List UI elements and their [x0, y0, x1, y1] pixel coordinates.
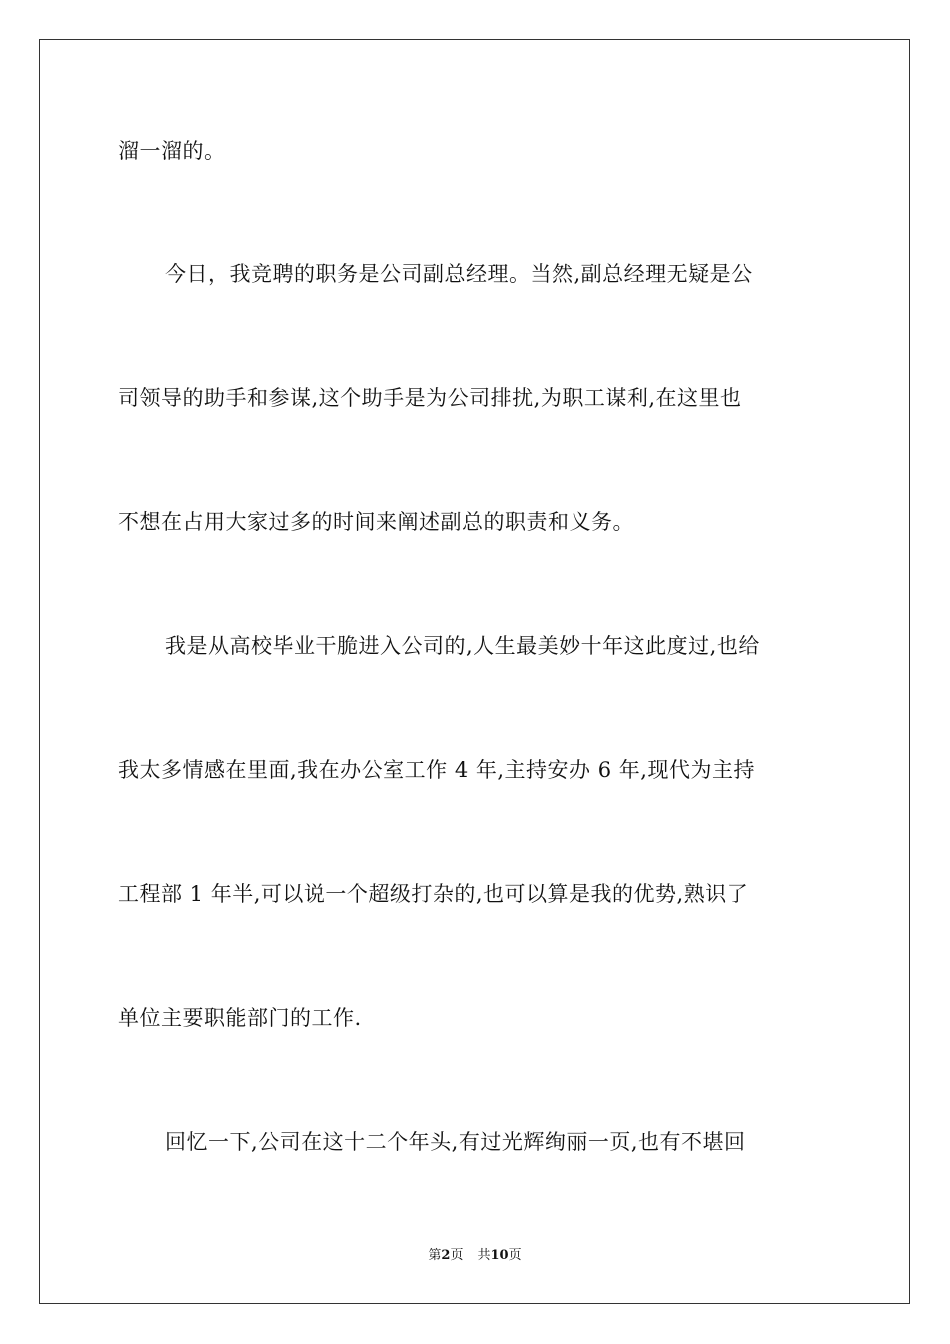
text-line: 我太多情感在里面,我在办公室工作 4 年,主持安办 6 年,现代为主持 [118, 758, 755, 782]
page-suffix: 页 [450, 1248, 464, 1263]
text-line: 工程部 1 年半,可以说一个超级打杂的,也可以算是我的优势,熟识了 [118, 882, 749, 906]
text-line: 单位主要职能部门的工作. [118, 1006, 362, 1030]
text-line: 溜一溜的。 [118, 139, 226, 163]
text-line: 司领导的助手和参谋,这个助手是为公司排扰,为职工谋利,在这里也 [118, 386, 742, 410]
paragraph-first-line: 我是从高校毕业干脆进入公司的,人生最美妙十年这此度过,也给 [165, 634, 760, 658]
page-footer [0, 1247, 950, 1265]
paragraph-first-line: 回忆一下,公司在这十二个年头,有过光辉绚丽一页,也有不堪回 [165, 1130, 746, 1154]
page-prefix: 第 [428, 1248, 442, 1263]
page-number: 2 [441, 1248, 451, 1263]
text-line: 不想在占用大家过多的时间来阐述副总的职责和义务。 [118, 510, 634, 534]
page-border [39, 39, 910, 1304]
paragraph-first-line: 今日，我竞聘的职务是公司副总经理。当然,副总经理无疑是公 [165, 262, 753, 286]
total-pages: 10 [490, 1248, 509, 1263]
total-prefix: 共 [477, 1248, 491, 1263]
total-suffix: 页 [508, 1248, 522, 1263]
